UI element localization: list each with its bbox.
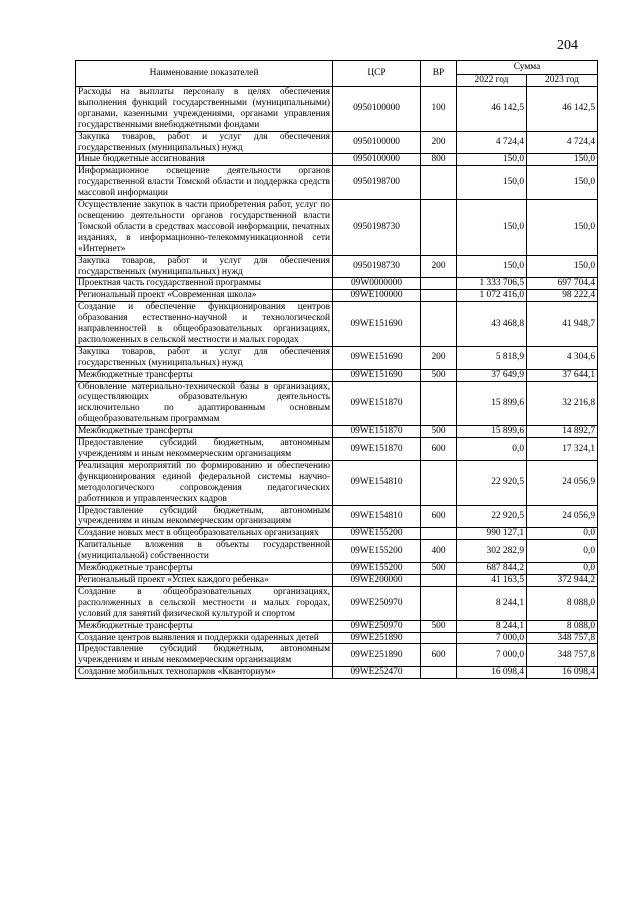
- table-row: [76, 620, 598, 632]
- row-csr: 0950100000: [333, 154, 421, 166]
- table-row: [76, 426, 598, 438]
- row-sum-2022: 8 244,1: [457, 586, 527, 620]
- row-sum-2022: 5 818,9: [457, 346, 527, 369]
- header-year-2022: 2022 год: [457, 75, 527, 87]
- row-vr: [421, 460, 457, 505]
- row-csr: 09WE151870: [333, 426, 421, 438]
- row-name: Предоставление субсидий бюджетным, автономным учреждениям и иным некоммерческим организациям: [76, 438, 333, 461]
- row-vr: 800: [421, 154, 457, 166]
- table-row: [76, 644, 598, 667]
- row-sum-2022: 1 333 706,5: [457, 278, 527, 290]
- budget-table: [75, 60, 598, 679]
- row-sum-2022: 7 000,0: [457, 644, 527, 667]
- header-csr: ЦСР: [333, 61, 421, 87]
- table-row: [76, 505, 598, 528]
- row-sum-2023: 150,0: [527, 154, 598, 166]
- row-sum-2023: 348 757,8: [527, 644, 598, 667]
- row-csr: 09WE250970: [333, 586, 421, 620]
- table-row: [76, 667, 598, 679]
- row-vr: 500: [421, 369, 457, 381]
- row-name: Межбюджетные трансферты: [76, 426, 333, 438]
- row-csr: 0950198730: [333, 200, 421, 256]
- row-csr: 09WE151870: [333, 438, 421, 461]
- header-name: Наименование показателей: [76, 61, 333, 87]
- row-name: Создание мобильных технопарков «Кванториум»: [76, 667, 333, 679]
- table-row: [76, 290, 598, 302]
- table-row: [76, 200, 598, 256]
- row-sum-2023: 41 948,7: [527, 302, 598, 347]
- row-csr: 0950100000: [333, 131, 421, 154]
- table-row: [76, 278, 598, 290]
- row-name: Расходы на выплаты персоналу в целях обеспечения выполнения функций государственными (муниципальными) органами, казенными учреждениями, органами управления государственными внебюджетными фондами: [76, 87, 333, 132]
- row-csr: 09WE154810: [333, 460, 421, 505]
- row-name: Капитальные вложения в объекты государственной (муниципальной) собственности: [76, 540, 333, 563]
- row-sum-2023: 24 056,9: [527, 460, 598, 505]
- row-name: Обновление материально-технической базы в организациях, осуществляющих образовательную деятельность исключительно по адаптированным основным общеобразовательным программам: [76, 381, 333, 426]
- row-sum-2022: 15 899,6: [457, 426, 527, 438]
- row-vr: 400: [421, 540, 457, 563]
- table-row: [76, 438, 598, 461]
- row-sum-2023: 0,0: [527, 563, 598, 575]
- table-row: [76, 131, 598, 154]
- row-name: Предоставление субсидий бюджетным, автономным учреждениям и иным некоммерческим организациям: [76, 505, 333, 528]
- row-vr: 500: [421, 563, 457, 575]
- row-csr: 09WE155200: [333, 540, 421, 563]
- row-csr: 09WE250970: [333, 620, 421, 632]
- row-sum-2023: 46 142,5: [527, 87, 598, 132]
- row-csr: 09WE251890: [333, 632, 421, 644]
- table-row: [76, 540, 598, 563]
- row-sum-2023: 8 088,0: [527, 620, 598, 632]
- row-vr: 600: [421, 644, 457, 667]
- row-name: Региональный проект «Современная школа»: [76, 290, 333, 302]
- row-vr: [421, 166, 457, 200]
- row-name: Закупка товаров, работ и услуг для обеспечения государственных (муниципальных) нужд: [76, 131, 333, 154]
- row-sum-2022: 43 468,8: [457, 302, 527, 347]
- page-number: 204: [557, 38, 578, 53]
- row-sum-2023: 8 088,0: [527, 586, 598, 620]
- row-csr: 09WE200000: [333, 574, 421, 586]
- row-sum-2023: 348 757,8: [527, 632, 598, 644]
- row-csr: 09WE155200: [333, 563, 421, 575]
- header-vr: ВР: [421, 61, 457, 87]
- row-sum-2023: 0,0: [527, 540, 598, 563]
- table-row: [76, 166, 598, 200]
- row-sum-2023: 4 724,4: [527, 131, 598, 154]
- row-vr: 500: [421, 426, 457, 438]
- row-sum-2023: 14 892,7: [527, 426, 598, 438]
- row-name: Информационное освещение деятельности органов государственной власти Томской области и поддержка средств массовой информации: [76, 166, 333, 200]
- table-row: [76, 460, 598, 505]
- row-sum-2022: 8 244,1: [457, 620, 527, 632]
- header-year-2023: 2023 год: [527, 75, 598, 87]
- row-vr: [421, 586, 457, 620]
- row-vr: [421, 302, 457, 347]
- row-csr: 0950198700: [333, 166, 421, 200]
- row-name: Проектная часть государственной программы: [76, 278, 333, 290]
- row-csr: 09W0000000: [333, 278, 421, 290]
- row-vr: 200: [421, 131, 457, 154]
- row-vr: [421, 278, 457, 290]
- header-sum: Сумма: [457, 61, 598, 75]
- row-sum-2022: 990 127,1: [457, 528, 527, 540]
- table-row: [76, 87, 598, 132]
- row-sum-2022: 150,0: [457, 255, 527, 278]
- row-name: Создание в общеобразовательных организациях, расположенных в сельской местности и малых городах, условий для занятий физической культурой и спортом: [76, 586, 333, 620]
- row-csr: 09WE251890: [333, 644, 421, 667]
- table-header-row: [76, 61, 598, 75]
- row-vr: 200: [421, 346, 457, 369]
- row-csr: 09WE151690: [333, 346, 421, 369]
- row-name: Закупка товаров, работ и услуг для обеспечения государственных (муниципальных) нужд: [76, 255, 333, 278]
- row-sum-2022: 7 000,0: [457, 632, 527, 644]
- table-row: [76, 154, 598, 166]
- row-sum-2022: 41 163,5: [457, 574, 527, 586]
- row-sum-2023: 24 056,9: [527, 505, 598, 528]
- row-name: Создание центров выявления и поддержки одаренных детей: [76, 632, 333, 644]
- row-sum-2023: 4 304,6: [527, 346, 598, 369]
- row-csr: 09WE154810: [333, 505, 421, 528]
- row-name: Межбюджетные трансферты: [76, 369, 333, 381]
- row-vr: 100: [421, 87, 457, 132]
- row-sum-2022: 15 899,6: [457, 381, 527, 426]
- row-sum-2022: 46 142,5: [457, 87, 527, 132]
- row-name: Региональный проект «Успех каждого ребенка»: [76, 574, 333, 586]
- row-vr: [421, 632, 457, 644]
- row-name: Иные бюджетные ассигнования: [76, 154, 333, 166]
- row-vr: 500: [421, 620, 457, 632]
- row-sum-2022: 22 920,5: [457, 460, 527, 505]
- row-sum-2022: 37 649,9: [457, 369, 527, 381]
- row-sum-2022: 1 072 416,0: [457, 290, 527, 302]
- table-row: [76, 381, 598, 426]
- row-name: Межбюджетные трансферты: [76, 563, 333, 575]
- row-vr: [421, 574, 457, 586]
- row-sum-2022: 0,0: [457, 438, 527, 461]
- row-vr: 600: [421, 505, 457, 528]
- row-sum-2022: 22 920,5: [457, 505, 527, 528]
- row-sum-2023: 16 098,4: [527, 667, 598, 679]
- row-sum-2023: 37 644,1: [527, 369, 598, 381]
- row-sum-2023: 98 222,4: [527, 290, 598, 302]
- row-name: Межбюджетные трансферты: [76, 620, 333, 632]
- row-sum-2022: 150,0: [457, 200, 527, 256]
- row-sum-2022: 150,0: [457, 166, 527, 200]
- row-vr: [421, 200, 457, 256]
- row-vr: 600: [421, 438, 457, 461]
- row-sum-2023: 150,0: [527, 255, 598, 278]
- table-row: [76, 574, 598, 586]
- row-sum-2022: 302 282,9: [457, 540, 527, 563]
- row-sum-2022: 150,0: [457, 154, 527, 166]
- row-sum-2022: 4 724,4: [457, 131, 527, 154]
- row-csr: 09WE151870: [333, 381, 421, 426]
- row-name: Создание новых мест в общеобразовательных организациях: [76, 528, 333, 540]
- row-sum-2023: 697 704,4: [527, 278, 598, 290]
- table-row: [76, 369, 598, 381]
- table-row: [76, 528, 598, 540]
- table-row: [76, 255, 598, 278]
- table-body: [76, 87, 598, 679]
- row-csr: 0950100000: [333, 87, 421, 132]
- row-name: Предоставление субсидий бюджетным, автономным учреждениям и иным некоммерческим организациям: [76, 644, 333, 667]
- row-sum-2023: 150,0: [527, 166, 598, 200]
- row-sum-2023: 0,0: [527, 528, 598, 540]
- table-row: [76, 302, 598, 347]
- row-name: Закупка товаров, работ и услуг для обеспечения государственных (муниципальных) нужд: [76, 346, 333, 369]
- row-csr: 0950198730: [333, 255, 421, 278]
- row-csr: 09WE151690: [333, 369, 421, 381]
- row-name: Осуществление закупок в части приобретения работ, услуг по освещению деятельности органов государственной власти Томской области в средствах массовой информации, печатных изданиях, в информационно-телекоммуникационной сети «Интернет»: [76, 200, 333, 256]
- table-row: [76, 632, 598, 644]
- row-sum-2023: 32 216,8: [527, 381, 598, 426]
- row-sum-2022: 687 844,2: [457, 563, 527, 575]
- table-row: [76, 346, 598, 369]
- row-sum-2023: 372 944,2: [527, 574, 598, 586]
- row-sum-2022: 16 098,4: [457, 667, 527, 679]
- row-vr: [421, 528, 457, 540]
- row-name: Реализация мероприятий по формированию и обеспечению функционирования единой федеральной системы научно-методологического сопровождения педагогических работников и управленческих кадров: [76, 460, 333, 505]
- row-vr: 200: [421, 255, 457, 278]
- row-vr: [421, 381, 457, 426]
- row-sum-2023: 17 324,1: [527, 438, 598, 461]
- table-row: [76, 586, 598, 620]
- row-csr: 09WE100000: [333, 290, 421, 302]
- row-csr: 09WE252470: [333, 667, 421, 679]
- row-vr: [421, 667, 457, 679]
- row-sum-2023: 150,0: [527, 200, 598, 256]
- table-row: [76, 563, 598, 575]
- row-csr: 09WE151690: [333, 302, 421, 347]
- row-vr: [421, 290, 457, 302]
- row-name: Создание и обеспечение функционирования центров образования естественно-научной и технологической направленностей в общеобразовательных организациях, расположенных в сельской местности и малых городах: [76, 302, 333, 347]
- row-csr: 09WE155200: [333, 528, 421, 540]
